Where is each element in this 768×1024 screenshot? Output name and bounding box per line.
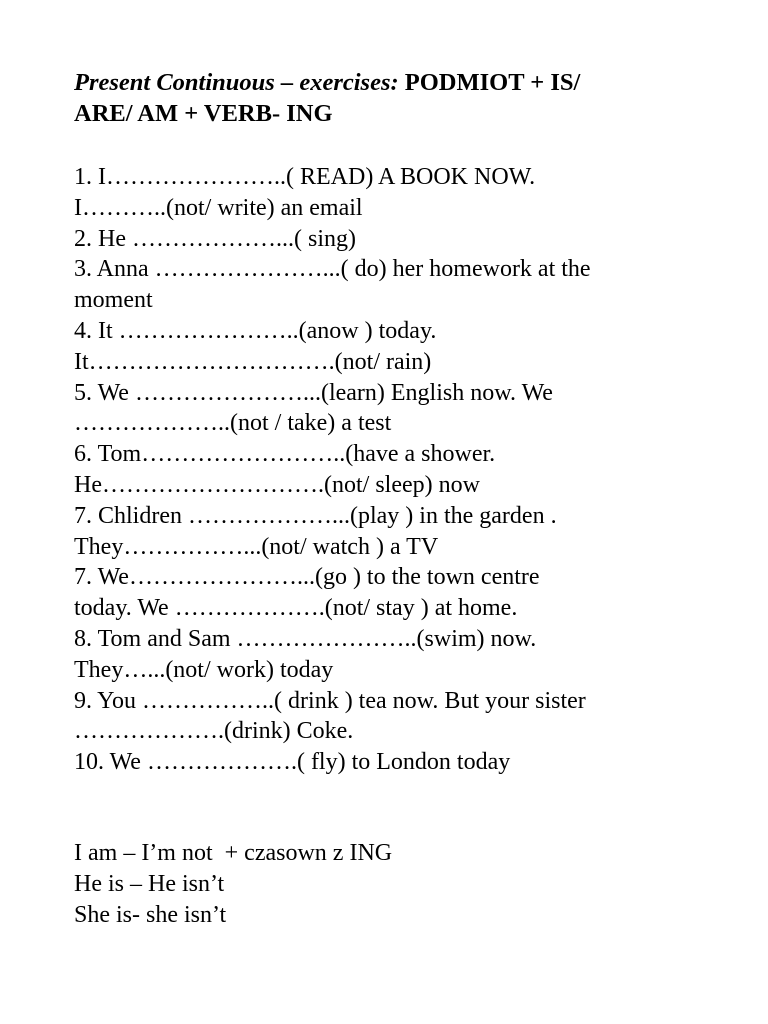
exercise-line: 9. You ……………..( drink ) tea now. But your sister	[74, 687, 586, 714]
exercise-line: They……………...(not/ watch ) a TV	[74, 533, 439, 560]
grammar-note-line: I am – I’m not + czasown z ING	[74, 840, 393, 866]
exercise-line: ……………….(drink) Coke.	[74, 718, 354, 745]
exercise-line: 5. We …………………...(learn) English now. We	[74, 379, 553, 406]
exercise-line: I………..(not/ write) an email	[74, 194, 363, 221]
exercise-line: 6. Tom……………………..(have a shower.	[74, 441, 496, 468]
grammar-note-line: He is – He isn’t	[74, 870, 225, 897]
exercise-title	[74, 67, 714, 129]
exercise-line: today. We ……………….(not/ stay ) at home.	[74, 595, 518, 622]
exercise-line: It………………………….(not/ rain)	[74, 348, 432, 375]
exercise-line: 10. We ……………….( fly) to London today	[74, 749, 511, 776]
exercise-line: 4. It …………………..(anow ) today.	[74, 317, 437, 344]
exercise-line: 7. Chlidren ………………...(play ) in the garden .	[74, 502, 557, 529]
exercise-line: They…...(not/ work) today	[74, 656, 334, 683]
exercise-line: 7. We…………………...(go ) to the town centre	[74, 564, 540, 591]
exercise-line: 3. Anna …………………...( do) her homework at the	[74, 256, 591, 283]
grammar-note-line: She is- she isn’t	[74, 901, 227, 928]
title-italic-part: Present Continuous – exercises:	[74, 69, 399, 96]
grammar-notes	[74, 838, 714, 930]
title-second-line: ARE/ AM + VERB- ING	[74, 100, 333, 127]
title-bold-part: PODMIOT + IS/	[398, 69, 581, 96]
exercise-line: 2. He ………………...( sing)	[74, 225, 356, 252]
exercise-line: 8. Tom and Sam …………………..(swim) now.	[74, 625, 537, 652]
exercise-line: He……………………….(not/ sleep) now	[74, 471, 480, 498]
exercise-line: ………………..(not / take) a test	[74, 410, 392, 437]
exercise-line: moment	[74, 287, 153, 314]
exercise-line: 1. I…………………..( READ) A BOOK NOW.	[74, 164, 536, 190]
exercise-list	[74, 162, 714, 778]
